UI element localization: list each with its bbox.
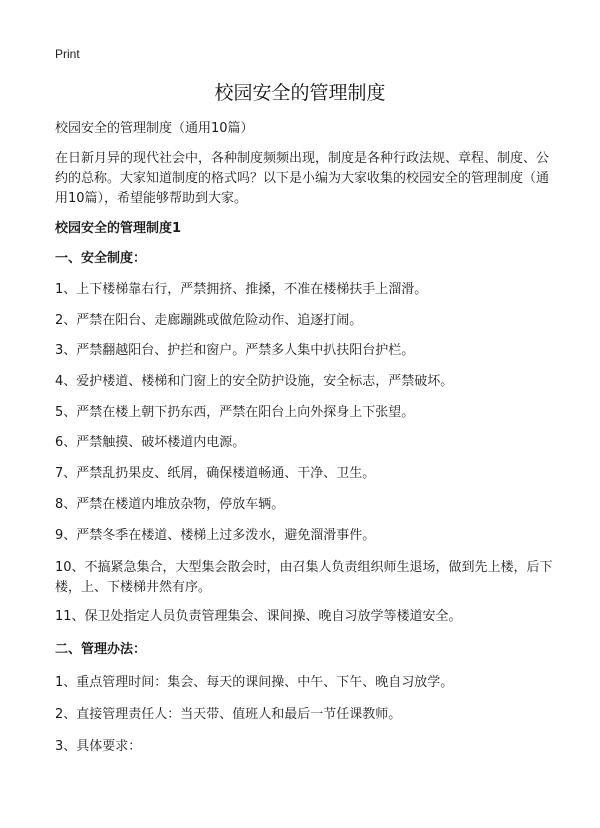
section-heading: 校园安全的管理制度1 [55, 221, 182, 236]
rule-item: 10、不搞紧急集合，大型集会散会时，由召集人负责组织师生退场，做到先上楼，后下楼，上、下楼梯井然有序。 [55, 560, 553, 595]
method-item: 3、具体要求： [55, 739, 142, 754]
rule-item: 11、保卫处指定人员负责管理集会、课间操、晚自习放学等楼道安全。 [55, 609, 462, 624]
rule-item: 2、严禁在阳台、走廊蹦跳或做危险动作、追逐打闹。 [55, 313, 363, 328]
rule-item: 8、严禁在楼道内堆放杂物，停放车辆。 [55, 497, 285, 512]
part1-heading: 一、安全制度： [55, 251, 147, 266]
print-link[interactable]: Print [55, 47, 80, 61]
part2-heading: 二、管理办法： [55, 642, 147, 657]
rule-item: 5、严禁在楼上朝下扔东西，严禁在阳台上向外探身上下张望。 [55, 405, 415, 420]
rule-item: 3、严禁翻越阳台、护拦和窗户。严禁多人集中扒扶阳台护栏。 [55, 343, 415, 358]
rule-item: 4、爱护楼道、楼梯和门窗上的安全防护设施，安全标志，严禁破坏。 [55, 374, 454, 389]
method-item: 2、直接管理责任人：当天带、值班人和最后一节任课教师。 [55, 707, 402, 722]
document-subtitle: 校园安全的管理制度（通用10篇） [55, 121, 254, 136]
intro-paragraph: 在日新月异的现代社会中，各种制度频频出现，制度是各种行政法规、章程、制度、公约的总称。大家知道制度的格式吗？以下是小编为大家收集的校园安全的管理制度（通用10篇），希望能够帮助到大家。 [55, 151, 550, 206]
rule-item: 6、严禁触摸、破坏楼道内电源。 [55, 435, 246, 450]
rule-item: 9、严禁冬季在楼道、楼梯上过多泼水，避免溜滑事件。 [55, 528, 376, 543]
page-title: 校园安全的管理制度 [214, 82, 386, 104]
method-item: 1、重点管理时间：集会、每天的课间操、中午、下午、晚自习放学。 [55, 675, 454, 690]
rule-item: 7、严禁乱扔果皮、纸屑，确保楼道畅通、干净、卫生。 [55, 466, 376, 481]
rule-item: 1、上下楼梯靠右行，严禁拥挤、推搡，不准在楼梯扶手上溜滑。 [55, 282, 428, 297]
